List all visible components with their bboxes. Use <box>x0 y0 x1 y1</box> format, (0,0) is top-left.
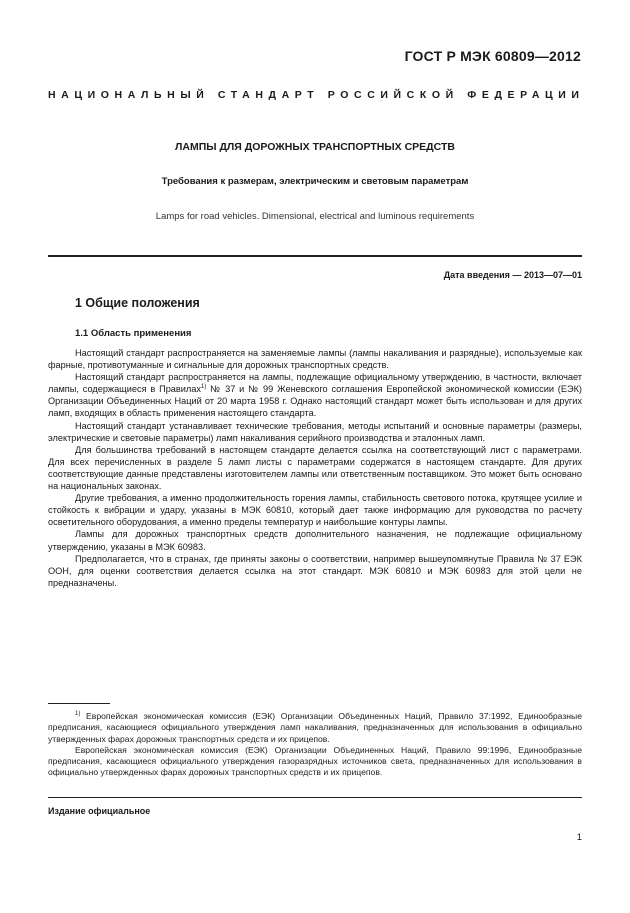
footnote-reference[interactable]: 1) <box>200 384 207 391</box>
paragraph-5: Другие требования, а именно продолжительность горения лампы, стабильность светового потока, крутящее усилие и стойкость к вибрации и удару, указаны в МЭК 60810, который дает также информацию для руководства по расчету осветительного оборудования, а именно пределы температур и наибольшие контуры лампы. <box>48 493 582 528</box>
paragraph-2-part-a: Настоящий стандарт распространяется на лампы, подлежащие официальному утверждению, в частности, включает лампы, содержащиеся в Правилах <box>48 372 582 395</box>
document-subtitle: Требования к размерам, электрическим и световым параметрам <box>161 176 469 187</box>
subsection-heading: 1.1 Область применения <box>75 328 192 339</box>
footnotes <box>48 711 582 779</box>
footer-divider <box>48 797 582 798</box>
paragraph-7: Предполагается, что в странах, где приняты законы о соответствии, например вышеупомянутые Правила № 37 ЕЭК ООН, для оценки соответствия делается ссылка на этот стандарт. МЭК 60810 и МЭК 60983 для этой цели не предназначены. <box>48 553 582 588</box>
paragraph-2-part-b: № 37 и № 99 Женевского соглашения Европейской экономической комиссии (ЕЭК) Организации Объединенных Наций от 20 марта 1958 г. Однако настоящий стандарт может быть использован и для других ламп, входящих в область применения настоящего стандарта. <box>48 384 582 419</box>
footnote-2: Европейская экономическая комиссия (ЕЭК) Организации Объединенных Наций, Правило 99:1996, Единообразные предписания, касающиеся официального утверждения газоразрядных источников света, предназначенных для использования в официально утвержденных фарах дорожных транспортных средств и их прицепов. <box>48 744 582 778</box>
paragraph-1: Настоящий стандарт распространяется на заменяемые лампы (лампы накаливания и разрядные), используемые как фарные, противотуманные и сигнальные для дорожных транспортных средств. <box>48 348 582 371</box>
introduction-date-label: Дата введения <box>443 270 510 280</box>
footnote-marker: 1) <box>75 711 81 718</box>
official-edition-label: Издание официальное <box>48 806 151 816</box>
paragraph-2 <box>48 371 582 419</box>
section-heading: 1 Общие положения <box>75 296 200 310</box>
title-divider <box>48 255 582 257</box>
introduction-date-value: — 2013—07—01 <box>512 270 582 280</box>
standard-code: ГОСТ Р МЭК 60809—2012 <box>404 48 581 64</box>
document-title-english: Lamps for road vehicles. Dimensional, electrical and luminous requirements <box>155 211 475 222</box>
body-text <box>48 347 582 589</box>
footnote-1-text: Европейская экономическая комиссия (ЕЭК) Организации Объединенных Наций, Правило 37:1992, Единообразные предписания, касающиеся официального утверждения ламп накаливания, предназначенных для использования в официально утвержденных фарах дорожных транспортных средств и их прицепов. <box>48 711 582 744</box>
paragraph-6: Лампы для дорожных транспортных средств дополнительного назначения, не подлежащие официальному утверждению, указаны в МЭК 60983. <box>48 529 582 552</box>
paragraph-4: Для большинства требований в настоящем стандарте делается ссылка на соответствующий лист с параметрами. Для всех перечисленных в разделе 5 ламп листы с параметрами содержатся в настоящем стандарте. Для других соответствующие данные представлены изготовителем лампы или ответственным поставщиком. Это может быть основано на национальных законах. <box>48 444 582 492</box>
introduction-date <box>444 270 582 280</box>
footnote-rule <box>48 703 110 704</box>
footnote-1 <box>48 711 582 745</box>
paragraph-3: Настоящий стандарт устанавливает технические требования, методы испытаний и основные параметры (размеры, электрические и световые параметры) ламп накаливания серийного производства и эталонных ламп. <box>48 420 582 443</box>
national-standard-banner: НАЦИОНАЛЬНЫЙ СТАНДАРТ РОССИЙСКОЙ ФЕДЕРАЦИИ <box>48 89 585 101</box>
document-title: ЛАМПЫ ДЛЯ ДОРОЖНЫХ ТРАНСПОРТНЫХ СРЕДСТВ <box>175 141 455 153</box>
page-number: 1 <box>576 832 582 843</box>
